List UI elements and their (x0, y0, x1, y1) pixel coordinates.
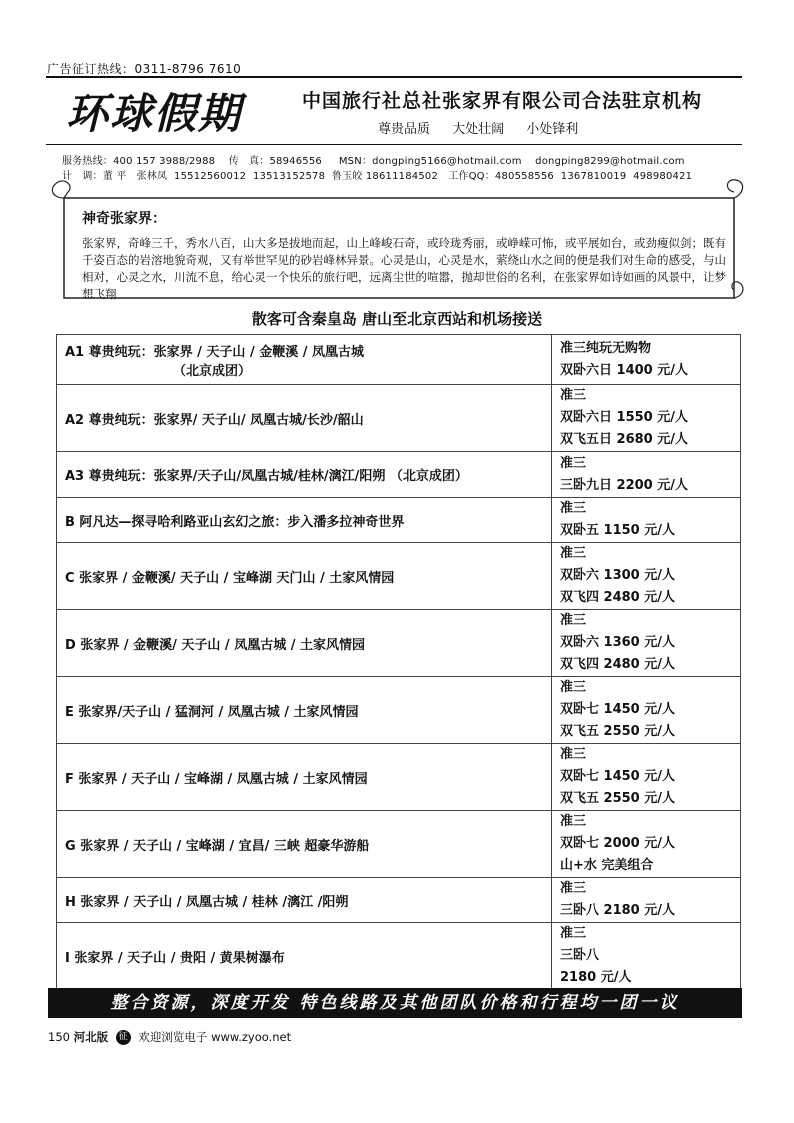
route-row (57, 923, 741, 990)
brand-seal-icon: 征 (116, 1030, 131, 1045)
route-price: 准三 双卧六 1300 元/人 双飞四 2480 元/人 (552, 543, 741, 610)
route-price: 准三 双卧六 1360 元/人 双飞四 2480 元/人 (552, 610, 741, 677)
route-name: D 张家界 / 金鞭溪/ 天子山 / 凤凰古城 / 土家风情园 (57, 610, 552, 677)
route-price: 准三 三卧九日 2200 元/人 (552, 452, 741, 498)
route-name: F 张家界 / 天子山 / 宝峰湖 / 凤凰古城 / 土家风情园 (57, 744, 552, 811)
route-price: 准三 双卧六日 1550 元/人 双飞五日 2680 元/人 (552, 385, 741, 452)
route-row (57, 452, 741, 498)
logo (60, 82, 280, 142)
route-price: 准三纯玩无购物 双卧六日 1400 元/人 (552, 335, 741, 385)
page-number: 150 (48, 1030, 70, 1044)
contact-line-service: 服务热线：400 157 3988/2988 传 真：58946556 MSN：dongping5166@hotmail.com dongping8299@hotmail.com (62, 156, 685, 167)
route-row (57, 744, 741, 811)
route-name: G 张家界 / 天子山 / 宝峰湖 / 宜昌/ 三峡 超豪华游船 (57, 811, 552, 878)
route-name: A3 尊贵纯玩：张家界/天子山/凤凰古城/桂林/漓江/阳朔 （北京成团） (57, 452, 552, 498)
route-row (57, 677, 741, 744)
page-footer (48, 1029, 291, 1045)
org-name: 中国旅行社总社张家界有限公司合法驻京机构 (302, 90, 703, 112)
route-price: 准三 三卧八 2180 元/人 (552, 923, 741, 990)
header-rule-bottom (46, 144, 742, 145)
route-name: C 张家界 / 金鞭溪/ 天子山 / 宝峰湖 天门山 / 土家风情园 (57, 543, 552, 610)
pickup-subheading: 散客可含秦皇岛 唐山至北京西站和机场接送 (251, 310, 543, 328)
route-row (57, 610, 741, 677)
route-name: A2 尊贵纯玩：张家界/ 天子山/ 凤凰古城/长沙/韶山 (57, 385, 552, 452)
route-row (57, 543, 741, 610)
route-price: 准三 双卧七 2000 元/人 山+水 完美组合 (552, 811, 741, 878)
route-name: H 张家界 / 天子山 / 凤凰古城 / 桂林 /漓江 /阳朔 (57, 878, 552, 923)
route-name-note: （北京成团） (173, 363, 252, 379)
route-name: B 阿凡达—探寻哈利路亚山玄幻之旅：步入潘多拉神奇世界 (57, 498, 552, 543)
route-row (57, 498, 741, 543)
route-name: I 张家界 / 天子山 / 贵阳 / 黄果树瀑布 (57, 923, 552, 990)
route-row (57, 878, 741, 923)
intro-text: 张家界，奇峰三千，秀水八百，山大多是拔地而起，山上峰峻石奇，或玲珑秀丽，或峥嵘可怖，或平展如台，或劲瘦似剑；既有千姿百态的岩溶地貌奇观，又有举世罕见的砂岩峰林异景。心灵是山，心灵是水，萦绕山水之间的便是我们对生命的感受，与山相对，心灵之水，川流不息，给心灵一个快乐的旅行吧，远离尘世的喧嚣，抛却世俗的名利，在张家界如诗如画的风景中，让梦想飞翔 (82, 236, 726, 301)
route-price: 准三 双卧七 1450 元/人 双飞五 2550 元/人 (552, 677, 741, 744)
website-text[interactable]: 欢迎浏览电子 www.zyoo.net (138, 1030, 292, 1044)
route-name: E 张家界/天子山 / 猛洞河 / 凤凰古城 / 土家风情园 (57, 677, 552, 744)
route-price: 准三 双卧五 1150 元/人 (552, 498, 741, 543)
slogan-banner: 整合资源，深度开发 特色线路及其他团队价格和行程均一团一议 (48, 988, 742, 1018)
intro-title: 神奇张家界： (82, 211, 166, 227)
route-row (57, 811, 741, 878)
ad-hotline: 广告征订热线：0311-8796 7610 (47, 62, 242, 76)
header-rule-top (46, 76, 742, 78)
logo-text: 环球假期 (66, 89, 243, 138)
route-price: 准三 三卧八 2180 元/人 (552, 878, 741, 923)
route-name: A1 尊贵纯玩：张家界 / 天子山 / 金鞭溪 / 凤凰古城 （北京成团） (57, 335, 552, 385)
route-row (57, 385, 741, 452)
edition-label: 河北版 (73, 1030, 109, 1044)
route-price-table (56, 334, 741, 990)
slogan: 尊贵品质 大处壮阔 小处锋利 (378, 122, 579, 137)
contact-line-planner: 计 调：董 平 张林凤 15512560012 13513152578 鲁玉皎 18611184502 工作QQ：480558556 1367810019 498980421 (62, 171, 693, 182)
route-row (57, 335, 741, 385)
route-price: 准三 双卧七 1450 元/人 双飞五 2550 元/人 (552, 744, 741, 811)
